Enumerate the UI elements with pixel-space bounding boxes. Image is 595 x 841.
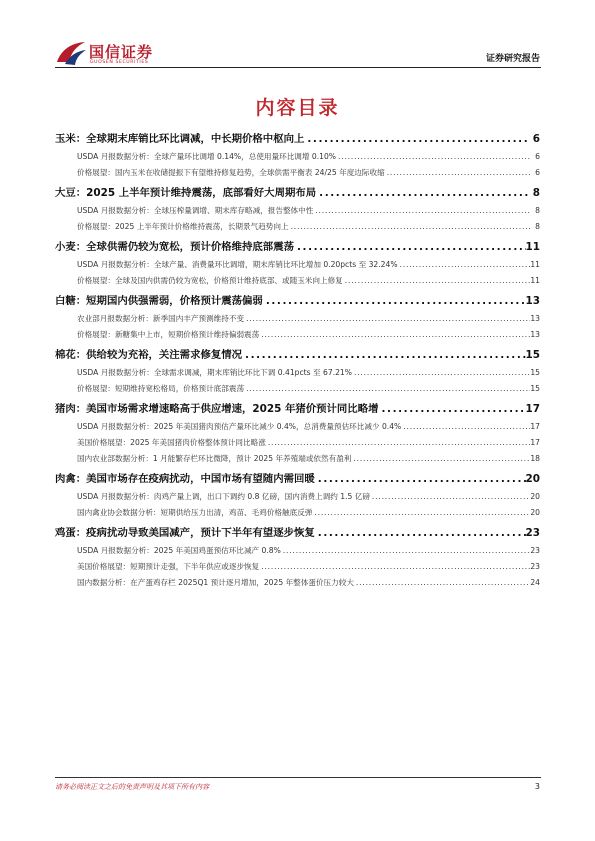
toc-dot-leader	[244, 383, 530, 394]
page-header	[0, 0, 595, 72]
toc-entry-title: USDA 月报数据分析：2025 年美国猪肉预估产量环比减少 0.4%，总消费量预估环比减少 0.4%	[77, 422, 402, 431]
toc-entry-title: 美国价格展望：2025 年美国猪肉价格整体预计同比略涨	[77, 438, 266, 447]
toc-entry-title: 价格展望：2025 上半年预计价格维持震荡，长期景气趋势向上	[77, 222, 289, 231]
toc-entry-title: USDA 月报数据分析：肉鸡产量上调，出口下调约 0.8 亿磅，国内消费上调约 1.5 亿磅	[77, 492, 370, 501]
logo-english-name: GUOSEN SECURITIES	[90, 60, 149, 65]
toc-dot-leader	[352, 367, 530, 378]
toc-dot-leader	[289, 221, 530, 232]
toc-page-number: 24	[530, 578, 540, 587]
toc-page-number: 15	[525, 349, 540, 361]
toc-dot-leader	[401, 421, 530, 432]
toc-section-entry[interactable]	[55, 286, 540, 308]
toc-dot-leader	[281, 545, 530, 556]
toc-page-number: 17	[530, 438, 540, 447]
toc-dot-leader	[244, 313, 530, 324]
toc-subsection-entry[interactable]	[55, 146, 540, 162]
toc-dot-leader	[354, 577, 530, 588]
toc-subsection-entry[interactable]	[55, 572, 540, 588]
toc-page-number: 15	[530, 384, 540, 393]
guosen-emblem-icon	[55, 40, 87, 68]
toc-page-number: 13	[525, 295, 540, 307]
toc-entry-title: USDA 月报数据分析：2025 年美国鸡蛋预估环比减产 0.8%	[77, 546, 281, 555]
toc-page-number: 8	[535, 222, 540, 231]
toc-page-number: 8	[532, 187, 540, 199]
toc-subsection-entry[interactable]	[55, 308, 540, 324]
report-type-label: 证券研究报告	[485, 54, 540, 64]
toc-entry-title: 鸡蛋：疫病扰动导致美国减产，预计下半年有望逐步恢复	[55, 527, 315, 539]
footer-disclaimer: 请务必阅读正文之后的免责声明及其项下所有内容	[55, 783, 209, 791]
toc-entry-title: 大豆：2025 上半年预计维持震荡，底部看好大周期布局	[55, 187, 317, 199]
toc-dot-leader	[294, 240, 526, 254]
toc-dot-leader	[316, 186, 528, 200]
toc-subsection-entry[interactable]	[55, 486, 540, 502]
toc-subsection-entry[interactable]	[55, 200, 540, 216]
toc-dot-leader	[370, 491, 530, 502]
footer-divider	[55, 777, 541, 778]
toc-page-number: 11	[530, 260, 540, 269]
toc-page-number: 23	[525, 527, 540, 539]
toc-page-number: 13	[530, 330, 540, 339]
toc-dot-leader	[259, 329, 530, 340]
toc-entry-title: 价格展望：国内玉米在收储提振下有望维持修复趋势，全球供需平衡表 24/25 年度边际收缩	[77, 168, 385, 177]
toc-subsection-entry[interactable]	[55, 540, 540, 556]
logo-chinese-name: 国信证券	[89, 43, 154, 61]
toc-entry-title: 美国价格展望：短期预计走强，下半年供应或逐步恢复	[77, 562, 260, 571]
toc-subsection-entry[interactable]	[55, 254, 540, 270]
toc-dot-leader	[259, 561, 530, 572]
toc-entry-title: 国内禽业协会数据分析：短期供给压力出清，鸡苗、毛鸡价格触底反弹	[77, 508, 313, 517]
toc-dot-leader	[385, 167, 530, 178]
toc-page-number: 17	[525, 403, 540, 415]
toc-subsection-entry[interactable]	[55, 162, 540, 178]
toc-section-entry[interactable]	[55, 340, 540, 362]
toc-dot-leader	[266, 437, 530, 448]
table-of-contents	[55, 124, 540, 588]
toc-section-entry[interactable]	[55, 178, 540, 200]
toc-page-number: 20	[525, 473, 540, 485]
toc-dot-leader	[313, 205, 530, 216]
toc-page-number: 8	[535, 206, 540, 215]
toc-entry-title: USDA 月报数据分析：全球压榨量调增、期末库存略减，报告整体中性	[77, 206, 314, 215]
toc-page-number: 6	[532, 133, 540, 145]
toc-entry-title: 农业部月报数据分析：新季国内丰产预测维持不变	[77, 314, 245, 323]
toc-page-number: 11	[530, 276, 540, 285]
toc-entry-title: USDA 月报数据分析：全球产量环比调增 0.14%，总使用量环比调增 0.10%	[77, 152, 337, 161]
toc-page-number: 20	[530, 492, 540, 501]
toc-subsection-entry[interactable]	[55, 416, 540, 432]
toc-dot-leader	[242, 348, 526, 362]
toc-subsection-entry[interactable]	[55, 448, 540, 464]
toc-section-entry[interactable]	[55, 394, 540, 416]
toc-entry-title: 价格展望：全球及国内供需仍较为宽松，价格预计维持底部、或随玉米向上修复	[77, 276, 343, 285]
toc-page-number: 20	[530, 508, 540, 517]
toc-subsection-entry[interactable]	[55, 216, 540, 232]
toc-dot-leader	[263, 294, 526, 308]
toc-entry-title: 国内农业部数据分析：1 月能繁存栏环比微降，预计 2025 年养殖端或依然有盈利	[77, 454, 352, 463]
toc-entry-title: 玉米：全球期末库销比环比调减，中长期价格中枢向上	[55, 133, 305, 145]
toc-entry-title: 白糖：短期国内供强需弱，价格预计震荡偏弱	[55, 295, 263, 307]
toc-dot-leader	[336, 151, 530, 162]
toc-entry-title: 国内数据分析：在产蛋鸡存栏 2025Q1 预计逐月增加，2025 年整体蛋价压力较大	[77, 578, 354, 587]
toc-dot-leader	[315, 472, 526, 486]
toc-dot-leader	[398, 259, 530, 270]
toc-entry-title: 小麦：全球供需仍较为宽松，预计价格维持底部震荡	[55, 241, 294, 253]
toc-subsection-entry[interactable]	[55, 378, 540, 394]
toc-subsection-entry[interactable]	[55, 362, 540, 378]
page-title: 内容目录	[255, 97, 340, 119]
toc-entry-title: 肉禽：美国市场存在疫病扰动，中国市场有望随内需回暖	[55, 473, 315, 485]
toc-entry-title: USDA 月报数据分析：全球需求调减，期末库销比环比下调 0.41pcts 至 67.21%	[77, 368, 352, 377]
guosen-logo	[55, 40, 195, 70]
toc-subsection-entry[interactable]	[55, 270, 540, 286]
toc-section-entry[interactable]	[55, 232, 540, 254]
toc-section-entry[interactable]	[55, 124, 540, 146]
toc-page-number: 23	[530, 546, 540, 555]
toc-dot-leader	[378, 402, 525, 416]
toc-subsection-entry[interactable]	[55, 556, 540, 572]
toc-page-number: 23	[530, 562, 540, 571]
toc-entry-title: 猪肉：美国市场需求增速略高于供应增速，2025 年猪价预计同比略增	[55, 403, 379, 415]
toc-page-number: 17	[530, 422, 540, 431]
page-number: 3	[534, 782, 540, 791]
toc-entry-title: USDA 月报数据分析：全球产量、消费量环比调增，期末库销比环比增加 0.20pcts 至 32.24%	[77, 260, 398, 269]
toc-subsection-entry[interactable]	[55, 324, 540, 340]
toc-page-number: 11	[525, 241, 540, 253]
toc-dot-leader	[304, 132, 528, 146]
header-divider	[55, 67, 541, 68]
toc-dot-leader	[343, 275, 530, 286]
toc-entry-title: 价格展望：短期维持宽松格局，价格预计底部震荡	[77, 384, 245, 393]
toc-dot-leader	[351, 453, 530, 464]
toc-page-number: 18	[530, 454, 540, 463]
toc-dot-leader	[312, 507, 530, 518]
toc-page-number: 15	[530, 368, 540, 377]
toc-section-entry[interactable]	[55, 464, 540, 486]
toc-page-number: 13	[530, 314, 540, 323]
toc-dot-leader	[315, 526, 526, 540]
toc-entry-title: 价格展望：新糖集中上市，短期价格预计维持偏弱震荡	[77, 330, 260, 339]
toc-page-number: 6	[535, 152, 540, 161]
toc-subsection-entry[interactable]	[55, 502, 540, 518]
toc-page-number: 6	[535, 168, 540, 177]
toc-section-entry[interactable]	[55, 518, 540, 540]
toc-subsection-entry[interactable]	[55, 432, 540, 448]
toc-entry-title: 棉花：供给较为充裕，关注需求修复情况	[55, 349, 243, 361]
